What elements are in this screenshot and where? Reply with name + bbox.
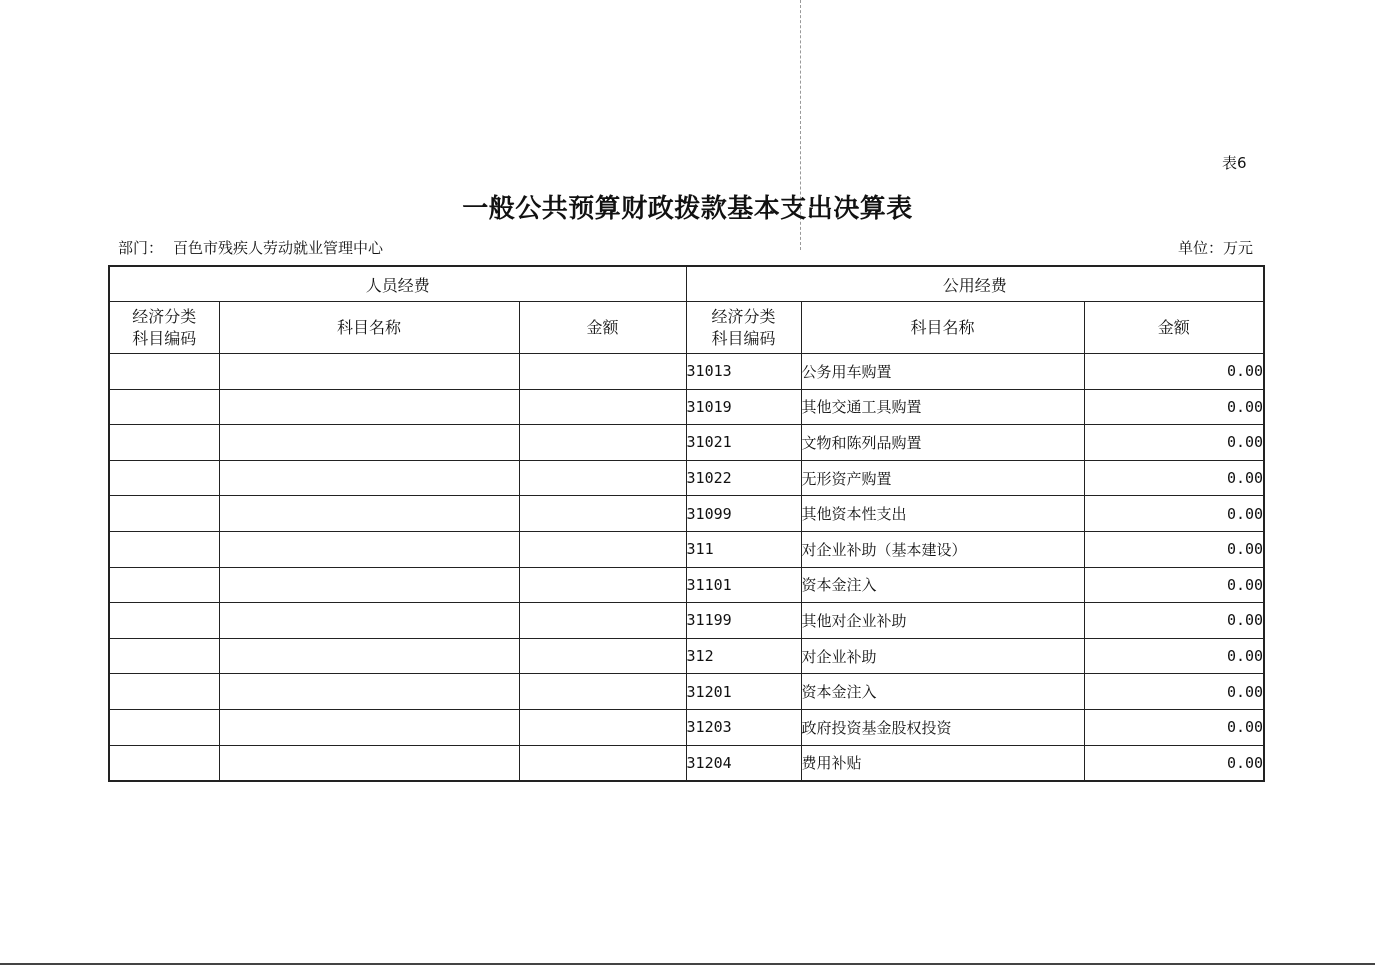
public-code-cell: 31019 <box>686 389 801 425</box>
public-name-header: 科目名称 <box>801 302 1084 354</box>
public-code-cell: 31013 <box>686 354 801 390</box>
public-code-cell: 31203 <box>686 709 801 745</box>
table-row <box>109 354 1264 390</box>
public-name-cell: 文物和陈列品购置 <box>801 425 1084 461</box>
personnel-amount-cell <box>519 567 686 603</box>
public-name-cell: 其他对企业补助 <box>801 603 1084 639</box>
public-amount-cell: 0.00 <box>1084 674 1264 710</box>
public-amount-cell: 0.00 <box>1084 354 1264 390</box>
page-title: 一般公共预算财政拨款基本支出决算表 <box>462 194 913 224</box>
public-name-cell: 政府投资基金股权投资 <box>801 709 1084 745</box>
personnel-name-cell <box>219 354 519 390</box>
personnel-group-header: 人员经费 <box>109 266 686 302</box>
personnel-amount-cell <box>519 425 686 461</box>
sheet-label: 表6 <box>1222 154 1247 172</box>
code-header-line-2: 科目编码 <box>711 328 776 348</box>
personnel-name-cell <box>219 709 519 745</box>
public-amount-cell: 0.00 <box>1084 745 1264 781</box>
personnel-name-cell <box>219 496 519 532</box>
personnel-name-cell <box>219 674 519 710</box>
table-row <box>109 496 1264 532</box>
department-name: 百色市残疾人劳动就业管理中心 <box>173 239 384 257</box>
personnel-code-cell <box>109 567 219 603</box>
public-amount-cell: 0.00 <box>1084 389 1264 425</box>
personnel-name-cell <box>219 567 519 603</box>
personnel-code-cell <box>109 745 219 781</box>
personnel-amount-cell <box>519 460 686 496</box>
personnel-code-cell <box>109 389 219 425</box>
expenditure-table <box>108 265 1265 782</box>
personnel-code-cell <box>109 603 219 639</box>
public-name-cell: 公务用车购置 <box>801 354 1084 390</box>
public-amount-cell: 0.00 <box>1084 603 1264 639</box>
public-amount-cell: 0.00 <box>1084 496 1264 532</box>
personnel-amount-cell <box>519 745 686 781</box>
public-amount-cell: 0.00 <box>1084 709 1264 745</box>
personnel-amount-cell <box>519 709 686 745</box>
personnel-code-cell <box>109 709 219 745</box>
public-amount-cell: 0.00 <box>1084 638 1264 674</box>
personnel-code-cell <box>109 496 219 532</box>
personnel-name-cell <box>219 460 519 496</box>
public-name-cell: 资本金注入 <box>801 567 1084 603</box>
personnel-code-cell <box>109 354 219 390</box>
personnel-amount-cell <box>519 638 686 674</box>
code-header-line-1: 经济分类 <box>711 306 776 326</box>
public-code-cell: 311 <box>686 531 801 567</box>
personnel-amount-cell <box>519 354 686 390</box>
public-name-cell: 费用补贴 <box>801 745 1084 781</box>
column-header-row <box>109 302 1264 354</box>
personnel-code-cell <box>109 425 219 461</box>
table-row <box>109 389 1264 425</box>
public-group-header: 公用经费 <box>686 266 1264 302</box>
table-row <box>109 709 1264 745</box>
personnel-name-header: 科目名称 <box>219 302 519 354</box>
public-code-cell: 31022 <box>686 460 801 496</box>
personnel-name-cell <box>219 638 519 674</box>
group-header-row <box>109 266 1264 302</box>
public-name-cell: 其他资本性支出 <box>801 496 1084 532</box>
department-label: 部门： <box>118 239 164 257</box>
personnel-code-cell <box>109 460 219 496</box>
personnel-amount-header: 金额 <box>519 302 686 354</box>
table-row <box>109 638 1264 674</box>
scan-edge-line <box>0 963 1375 965</box>
personnel-code-cell <box>109 531 219 567</box>
code-header-line-1: 经济分类 <box>132 306 197 326</box>
public-name-cell: 无形资产购置 <box>801 460 1084 496</box>
public-code-cell: 31021 <box>686 425 801 461</box>
table-row <box>109 531 1264 567</box>
table-row <box>109 460 1264 496</box>
public-code-cell: 31099 <box>686 496 801 532</box>
personnel-name-cell <box>219 745 519 781</box>
personnel-name-cell <box>219 389 519 425</box>
public-name-cell: 对企业补助（基本建设） <box>801 531 1084 567</box>
public-code-cell: 31101 <box>686 567 801 603</box>
public-code-cell: 31201 <box>686 674 801 710</box>
public-amount-cell: 0.00 <box>1084 425 1264 461</box>
public-name-cell: 对企业补助 <box>801 638 1084 674</box>
public-code-cell: 312 <box>686 638 801 674</box>
public-code-header <box>686 302 801 354</box>
personnel-amount-cell <box>519 531 686 567</box>
unit-label: 单位：万元 <box>1177 239 1253 257</box>
table-row <box>109 745 1264 781</box>
public-amount-cell: 0.00 <box>1084 531 1264 567</box>
department-line <box>118 237 383 258</box>
public-code-cell: 31204 <box>686 745 801 781</box>
personnel-amount-cell <box>519 389 686 425</box>
personnel-code-header <box>109 302 219 354</box>
personnel-amount-cell <box>519 496 686 532</box>
code-header-line-2: 科目编码 <box>132 328 197 348</box>
personnel-amount-cell <box>519 674 686 710</box>
personnel-code-cell <box>109 638 219 674</box>
table-row <box>109 567 1264 603</box>
public-code-cell: 31199 <box>686 603 801 639</box>
table-body <box>109 354 1264 782</box>
public-name-cell: 其他交通工具购置 <box>801 389 1084 425</box>
table-row <box>109 674 1264 710</box>
personnel-name-cell <box>219 603 519 639</box>
personnel-code-cell <box>109 674 219 710</box>
personnel-name-cell <box>219 425 519 461</box>
personnel-amount-cell <box>519 603 686 639</box>
public-name-cell: 资本金注入 <box>801 674 1084 710</box>
table-row <box>109 425 1264 461</box>
public-amount-cell: 0.00 <box>1084 567 1264 603</box>
personnel-name-cell <box>219 531 519 567</box>
table-row <box>109 603 1264 639</box>
public-amount-cell: 0.00 <box>1084 460 1264 496</box>
public-amount-header: 金额 <box>1084 302 1264 354</box>
